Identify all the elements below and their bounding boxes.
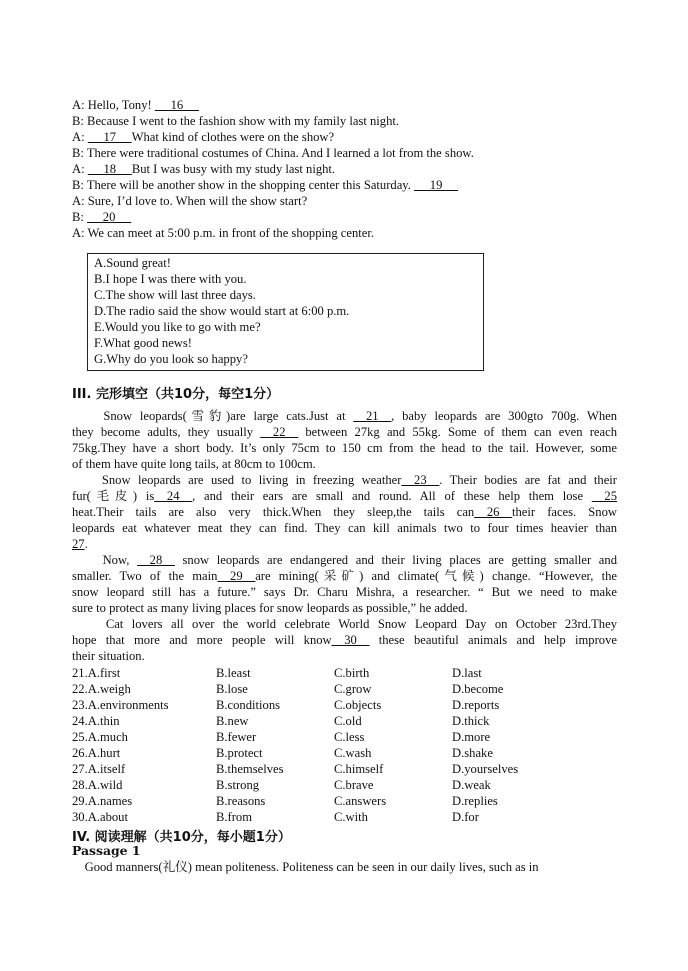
cloze-blank: __22__ — [260, 425, 299, 439]
cloze-text: these beautiful animals and help improve — [369, 633, 617, 647]
passage-first-line: Good manners(礼仪) mean politeness. Politeness can be seen in our daily lives, such as in — [72, 860, 539, 874]
cloze-text: fur(毛皮) is — [72, 489, 155, 503]
choice-option: B.strong — [216, 778, 260, 792]
blank-19: 19 — [414, 178, 459, 192]
option-d: D.The radio said the show would start at 6:00 p.m. — [94, 304, 350, 318]
cloze-line — [72, 424, 617, 440]
choice-option: C.answers — [334, 794, 387, 808]
cloze-blank: __28__ — [137, 553, 175, 567]
cloze-line — [72, 600, 617, 616]
choice-option: 28.A.wild — [72, 778, 123, 792]
choice-option: B.new — [216, 714, 249, 728]
choice-option: B.lose — [216, 682, 248, 696]
dialogue-line-9: A: We can meet at 5:00 p.m. in front of the shopping center. — [72, 226, 374, 240]
choice-option: B.from — [216, 810, 253, 824]
choice-option: 26.A.hurt — [72, 746, 121, 760]
option-b: B.I hope I was there with you. — [94, 272, 247, 286]
cloze-line — [72, 536, 617, 552]
choice-option: D.become — [452, 682, 504, 696]
choice-option: 25.A.much — [72, 730, 128, 744]
choice-option: 21.A.first — [72, 666, 121, 680]
choice-option: B.reasons — [216, 794, 266, 808]
choice-option: D.for — [452, 810, 479, 824]
cloze-blank: __25 — [591, 489, 617, 503]
choice-option: B.conditions — [216, 698, 281, 712]
option-e: E.Would you like to go with me? — [94, 320, 261, 334]
choice-option: B.protect — [216, 746, 263, 760]
cloze-text: Cat lovers all over the world celebrate World Snow Leopard Day on October 23rd.They — [72, 617, 617, 631]
cloze-line — [72, 568, 617, 584]
cloze-text: hope that more and more people will know — [72, 633, 332, 647]
choice-option: D.thick — [452, 714, 490, 728]
choice-option: 23.A.environments — [72, 698, 169, 712]
choice-option: D.reports — [452, 698, 500, 712]
cloze-text: , baby leopards are 300gto 700g. When — [391, 409, 618, 423]
choice-option: C.less — [334, 730, 365, 744]
dialogue-line-3 — [72, 129, 334, 145]
choice-option: C.birth — [334, 666, 370, 680]
dialogue-line-6 — [72, 177, 458, 193]
dialogue-text: What kind of clothes were on the show? — [131, 130, 335, 144]
cloze-blank: __21__ — [353, 409, 392, 423]
cloze-blank: __24__ — [154, 489, 193, 503]
cloze-line — [72, 472, 617, 488]
cloze-line — [72, 520, 617, 536]
dialogue-text: A: Hello, Tony! — [72, 98, 155, 112]
section-3-title: III. 完形填空（共10分，每空1分） — [72, 387, 280, 402]
dialogue-line-1 — [72, 97, 199, 113]
cloze-text: heat.Their tails are also very thick.When they sleep,the tails can — [72, 505, 475, 519]
cloze-text: of them have quite long tails, at 80cm to 100cm. — [72, 457, 316, 471]
choice-option: D.weak — [452, 778, 491, 792]
choice-option: C.old — [334, 714, 362, 728]
choice-option: D.replies — [452, 794, 498, 808]
choice-option: B.themselves — [216, 762, 284, 776]
cloze-line — [72, 408, 617, 424]
cloze-text: between 27kg and 55kg. Some of them can even reach — [298, 425, 618, 439]
dialogue-line-8 — [72, 209, 131, 225]
cloze-blank: __29__ — [217, 569, 256, 583]
cloze-text: . Their bodies are fat and their — [439, 473, 617, 487]
section-4-title: IV. 阅读理解（共10分，每小题1分） — [72, 830, 291, 845]
option-c: C.The show will last three days. — [94, 288, 256, 302]
cloze-text: leopards eat whatever meat they can find. They can kill animals two to four times heavier than — [72, 521, 617, 535]
cloze-text: Now, — [72, 553, 138, 567]
cloze-text: sure to protect as many living places for snow leopards as possible,” he added. — [72, 601, 468, 615]
cloze-line — [72, 488, 617, 504]
choice-option: C.brave — [334, 778, 374, 792]
choice-option: 24.A.thin — [72, 714, 120, 728]
cloze-line — [72, 440, 617, 456]
choice-option: D.shake — [452, 746, 493, 760]
blank-20: 20 — [87, 210, 132, 224]
option-a: A.Sound great! — [94, 256, 171, 270]
blank-17: 17 — [87, 130, 132, 144]
choice-option: C.objects — [334, 698, 382, 712]
dialogue-text: A: — [72, 162, 88, 176]
choice-option: C.himself — [334, 762, 384, 776]
cloze-line — [72, 504, 617, 520]
choice-option: 22.A.weigh — [72, 682, 131, 696]
choice-option: D.yourselves — [452, 762, 519, 776]
choice-option: D.last — [452, 666, 482, 680]
cloze-text: . — [84, 537, 88, 551]
cloze-text: their faces. Snow — [512, 505, 617, 519]
cloze-text: snow leopards are endangered and their living places are getting smaller and — [174, 553, 617, 567]
choice-option: 30.A.about — [72, 810, 128, 824]
cloze-blank: 27 — [72, 537, 85, 551]
cloze-blank: __23__ — [401, 473, 440, 487]
cloze-text: snow leopard still has a future.” says Dr. Charu Mishra, a researcher. “ But we need to make — [72, 585, 617, 599]
cloze-line — [72, 648, 617, 664]
dialogue-line-5 — [72, 161, 335, 177]
choice-option: C.with — [334, 810, 368, 824]
cloze-text: smaller. Two of the main — [72, 569, 218, 583]
dialogue-line-4: B: There were traditional costumes of China. And I learned a lot from the show. — [72, 146, 474, 160]
choice-option: 27.A.itself — [72, 762, 126, 776]
choice-option: B.least — [216, 666, 251, 680]
blank-16: 16 — [154, 98, 199, 112]
choice-option: D.more — [452, 730, 491, 744]
passage-title: Passage 1 — [72, 843, 141, 858]
cloze-text: are mining(采矿) and climate(气候) change. “However, the — [255, 569, 617, 583]
cloze-line — [72, 552, 617, 568]
option-g: G.Why do you look so happy? — [94, 352, 248, 366]
cloze-text: they become adults, they usually — [72, 425, 261, 439]
cloze-text: their situation. — [72, 649, 145, 663]
cloze-line — [72, 584, 617, 600]
choice-option: 29.A.names — [72, 794, 133, 808]
cloze-passage — [72, 408, 617, 664]
options-box — [87, 253, 484, 371]
blank-18: 18 — [87, 162, 132, 176]
choice-option: C.grow — [334, 682, 372, 696]
cloze-text: , and their ears are small and round. All of these help them lose — [192, 489, 592, 503]
option-f: F.What good news! — [94, 336, 192, 350]
dialogue-line-7: A: Sure, I’d love to. When will the show start? — [72, 194, 308, 208]
cloze-line — [72, 616, 617, 632]
dialogue-text: A: — [72, 130, 88, 144]
cloze-text: Snow leopards(雪豹)are large cats.Just at — [72, 409, 354, 423]
dialogue-line-2: B: Because I went to the fashion show with my family last night. — [72, 114, 400, 128]
choice-option: B.fewer — [216, 730, 257, 744]
choice-option: C.wash — [334, 746, 372, 760]
cloze-text: 75kg.They have a short body. It’s only 75cm to 150 cm from the head to the tail. However, some — [72, 441, 617, 455]
dialogue-text: B: — [72, 210, 88, 224]
cloze-blank: __26__ — [474, 505, 513, 519]
dialogue-text: But I was busy with my study last night. — [131, 162, 336, 176]
cloze-text: Snow leopards are used to living in freezing weather — [72, 473, 402, 487]
cloze-line — [72, 632, 617, 648]
dialogue-text: B: There will be another show in the shopping center this Saturday. — [72, 178, 415, 192]
cloze-line — [72, 456, 617, 472]
cloze-blank: __30__ — [331, 633, 370, 647]
